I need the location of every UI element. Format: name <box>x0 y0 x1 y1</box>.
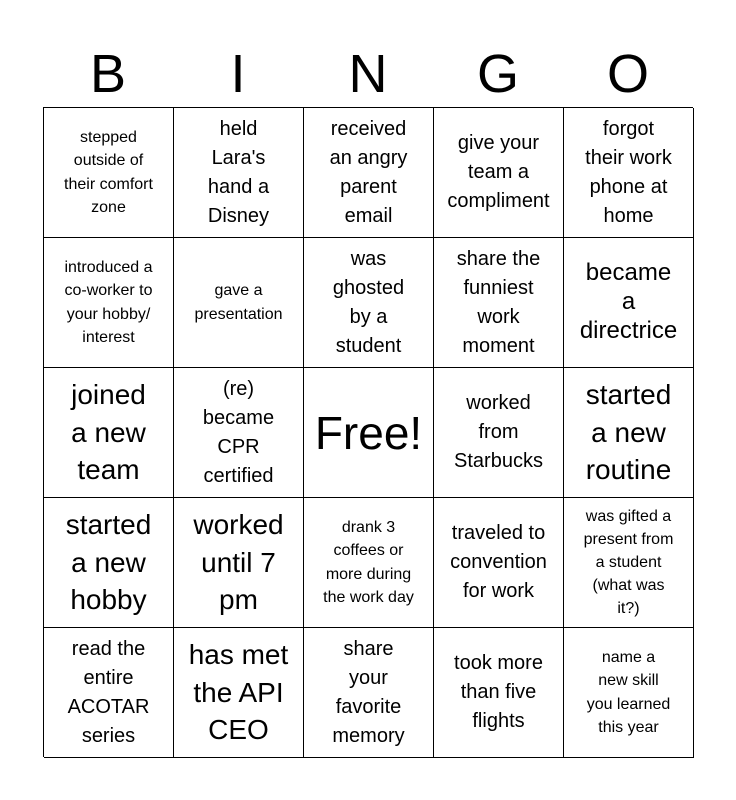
bingo-cell-text: read the entire ACOTAR series <box>67 637 150 747</box>
bingo-cell[interactable] <box>174 108 304 238</box>
bingo-cell-text: share your favorite memory <box>332 637 405 747</box>
bingo-cell-text: joined a new team <box>71 378 146 486</box>
bingo-cell-text: held Lara's hand a Disney <box>207 117 270 227</box>
bingo-cell-text: give your team a compliment <box>447 132 550 212</box>
bingo-cell-text: started a new hobby <box>65 508 152 616</box>
bingo-cell-text: introduced a co-worker to your hobby/ interest <box>64 259 153 346</box>
bingo-cell[interactable] <box>174 368 304 498</box>
bingo-cell-text: received an angry parent email <box>329 117 408 227</box>
bingo-cell[interactable] <box>564 368 694 498</box>
header-letter-g: G <box>476 44 519 104</box>
bingo-cell[interactable] <box>564 108 694 238</box>
bingo-cell[interactable] <box>434 108 564 238</box>
bingo-cell[interactable] <box>304 628 434 758</box>
header-letter-o: O <box>606 44 649 104</box>
bingo-cell-text: has met the API CEO <box>188 638 289 746</box>
bingo-cell[interactable] <box>44 628 174 758</box>
bingo-cell-text: was ghosted by a student <box>332 247 405 357</box>
bingo-cell-text: share the funniest work moment <box>456 247 541 357</box>
bingo-cell[interactable] <box>304 108 434 238</box>
bingo-cell-free[interactable] <box>304 368 434 498</box>
bingo-cell[interactable] <box>434 498 564 628</box>
bingo-cell[interactable] <box>564 498 694 628</box>
bingo-cell[interactable] <box>304 498 434 628</box>
header-letter-i: I <box>230 44 246 104</box>
bingo-cell[interactable] <box>434 238 564 368</box>
bingo-cell[interactable] <box>44 368 174 498</box>
bingo-header <box>43 40 693 108</box>
bingo-cell-text: became a directrice <box>579 259 678 344</box>
bingo-cell[interactable] <box>304 238 434 368</box>
bingo-cell-text: was gifted a present from a student (what was it?) <box>583 507 674 618</box>
bingo-cell[interactable] <box>174 498 304 628</box>
header-letter-n: N <box>348 44 388 104</box>
header-letter-b: B <box>89 44 127 104</box>
bingo-cell[interactable] <box>434 368 564 498</box>
bingo-cell-text: name a new skill you learned this year <box>586 649 671 736</box>
bingo-cell[interactable] <box>44 498 174 628</box>
bingo-cell-text: worked until 7 pm <box>193 508 284 616</box>
bingo-board <box>43 107 693 757</box>
bingo-cell-text: traveled to convention for work <box>450 522 547 602</box>
bingo-cell[interactable] <box>434 628 564 758</box>
bingo-cell-text: started a new routine <box>585 378 672 486</box>
bingo-cell-text: took more than five flights <box>454 652 543 732</box>
bingo-cell-text: stepped outside of their comfort zone <box>64 129 153 216</box>
bingo-cell[interactable] <box>564 628 694 758</box>
bingo-cell-text: (re) became CPR certified <box>202 377 275 487</box>
bingo-cell[interactable] <box>174 628 304 758</box>
bingo-cell[interactable] <box>174 238 304 368</box>
bingo-cell-text: gave a presentation <box>194 282 283 323</box>
bingo-cell-text: forgot their work phone at home <box>585 117 672 227</box>
bingo-cell[interactable] <box>564 238 694 368</box>
bingo-cell[interactable] <box>44 238 174 368</box>
bingo-cell-text: worked from Starbucks <box>454 392 543 472</box>
bingo-cell-text: drank 3 coffees or more during the work day <box>323 519 414 606</box>
bingo-cell-text: Free! <box>314 406 423 459</box>
bingo-cell[interactable] <box>44 108 174 238</box>
